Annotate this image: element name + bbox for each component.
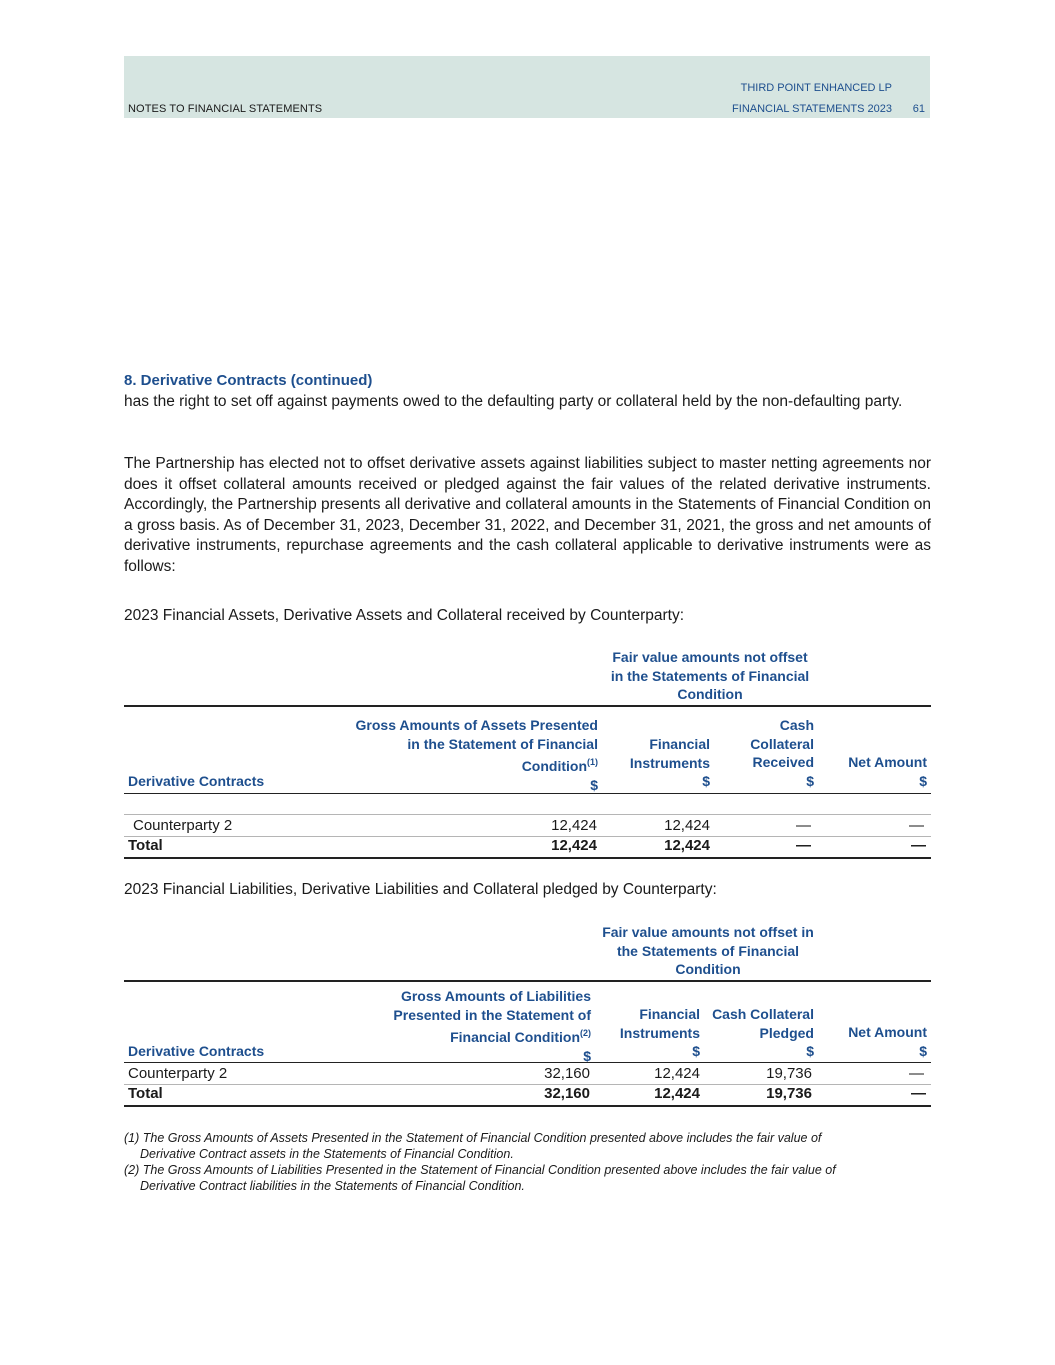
table2-col-gross <box>344 987 591 1065</box>
group-header-line: Fair value amounts not offset in <box>602 924 814 940</box>
col-header-line: Financial <box>649 736 710 752</box>
footnote-2: (2) The Gross Amounts of Liabilities Presented in the Statement of Financial Condition presented above includes the fair value of <box>124 1163 836 1177</box>
col-header-line: Received <box>752 754 814 770</box>
header-rule <box>124 980 931 982</box>
col-header-line: Presented in the Statement of <box>393 1006 591 1023</box>
table2-col-label: Derivative Contracts <box>128 1043 265 1059</box>
currency-symbol: $ <box>806 772 814 789</box>
table2-row-financial: 12,424 <box>654 1065 700 1082</box>
table1-total-net: — <box>911 837 926 854</box>
table1-row-gross: 12,424 <box>551 817 597 834</box>
total-rule <box>124 1105 931 1107</box>
footnote-ref: (2) <box>580 1028 591 1038</box>
table2-col-net <box>826 1023 927 1060</box>
table2-group-header <box>586 923 830 979</box>
table1-col-cash <box>724 716 814 790</box>
col-header-line: Cash <box>779 717 814 733</box>
col-header-line: Instruments <box>619 1024 700 1041</box>
col-header-line: Net Amount <box>848 1024 927 1040</box>
currency-symbol: $ <box>692 1043 700 1059</box>
col-header-line: Gross Amounts of Assets Presented <box>355 717 598 733</box>
currency-symbol: $ <box>919 1042 927 1059</box>
currency-symbol: $ <box>806 1043 814 1059</box>
table1-col-net <box>826 753 927 790</box>
group-header-line: Condition <box>675 961 741 977</box>
table1-col-gross <box>324 716 598 794</box>
table1-col-financial <box>610 735 710 791</box>
footnote-1: (1) The Gross Amounts of Assets Presented in the Statement of Financial Condition presented above includes the fair value of <box>124 1131 822 1145</box>
table1 <box>124 648 931 863</box>
paragraph-2: The Partnership has elected not to offset derivative assets against liabilities subject to master netting agreements nor does it offset collateral amounts received or pledged against the fair values of the related derivative instruments. Accordingly, the Partnership presents all derivative and collateral amounts in the Statements of Financial Condition on a gross basis. As of December 31, 2023, December 31, 2022, and December 31, 2021, the gross and net amounts of derivative instruments, repurchase agreements and the cash collateral applicable to derivative instruments were as follows: <box>124 455 932 575</box>
group-header-line: the Statements of Financial <box>616 942 800 959</box>
table1-total-financial: 12,424 <box>664 837 710 854</box>
col-header-line: Financial Condition <box>450 1029 580 1045</box>
currency-symbol: $ <box>590 776 598 793</box>
col-header-line: Cash Collateral <box>712 1006 814 1022</box>
col-header-line: Condition <box>521 758 587 774</box>
table2-row-cash: 19,736 <box>766 1065 812 1082</box>
table2-caption: 2023 Financial Liabilities, Derivative Liabilities and Collateral pledged by Counterparty: <box>124 881 717 898</box>
table2-total-net: — <box>911 1085 926 1102</box>
table1-col-label: Derivative Contracts <box>128 773 265 789</box>
header-bottom-rule <box>124 793 931 794</box>
group-header-line: Fair value amounts not offset <box>612 649 808 665</box>
group-header-line: in the Statements of Financial <box>610 667 810 684</box>
table1-total-label: Total <box>128 837 163 854</box>
table2-col-financial <box>600 1005 700 1061</box>
footnote-2-cont: Derivative Contract liabilities in the Statements of Financial Condition. <box>140 1179 525 1193</box>
table2-row-net: — <box>909 1065 924 1082</box>
header-bottom-rule <box>124 1062 931 1063</box>
col-header-line: Financial <box>639 1006 700 1022</box>
table2-col-cash <box>706 1005 814 1061</box>
group-header-line: Condition <box>677 686 743 702</box>
page-number: 61 <box>912 103 925 115</box>
table2 <box>124 923 931 1113</box>
table2-row-gross: 32,160 <box>544 1065 590 1082</box>
table2-total-gross: 32,160 <box>544 1085 590 1102</box>
header-company-name: THIRD POINT ENHANCED LP <box>740 82 892 94</box>
col-header-line: Gross Amounts of Liabilities <box>400 988 591 1004</box>
total-rule <box>124 857 931 859</box>
table2-total-label: Total <box>128 1085 163 1102</box>
page-header <box>124 56 930 118</box>
table2-row-label: Counterparty 2 <box>128 1065 228 1082</box>
row-rule <box>124 814 931 815</box>
section-title: 8. Derivative Contracts (continued) <box>124 372 373 389</box>
header-document-title: FINANCIAL STATEMENTS 2023 <box>732 103 892 115</box>
col-header-line: Net Amount <box>848 754 927 770</box>
col-header-line: Collateral <box>750 735 814 752</box>
col-header-line: in the Statement of Financial <box>407 735 598 752</box>
footnote-ref: (1) <box>587 757 598 767</box>
footnote-1-cont: Derivative Contract assets in the Statements of Financial Condition. <box>140 1147 514 1161</box>
currency-symbol: $ <box>702 773 710 789</box>
table2-total-financial: 12,424 <box>654 1085 700 1102</box>
table1-row-net: — <box>909 817 924 834</box>
col-header-line: Instruments <box>629 754 710 771</box>
table1-row-cash: — <box>796 817 811 834</box>
table1-row-financial: 12,424 <box>664 817 710 834</box>
currency-symbol: $ <box>919 772 927 789</box>
footnotes <box>124 1130 932 1194</box>
table2-total-cash: 19,736 <box>766 1085 812 1102</box>
paragraph-1: has the right to set off against payments owed to the defaulting party or collateral held by the non-defaulting party. <box>124 393 903 410</box>
table1-total-gross: 12,424 <box>551 837 597 854</box>
header-rule <box>124 705 931 707</box>
currency-symbol: $ <box>583 1047 591 1064</box>
table1-group-header <box>594 648 826 704</box>
col-header-line: Pledged <box>759 1024 814 1041</box>
table1-row-label: Counterparty 2 <box>133 817 233 834</box>
table1-total-cash: — <box>796 837 811 854</box>
table1-caption: 2023 Financial Assets, Derivative Assets and Collateral received by Counterparty: <box>124 607 685 624</box>
header-section-label: NOTES TO FINANCIAL STATEMENTS <box>128 103 323 115</box>
